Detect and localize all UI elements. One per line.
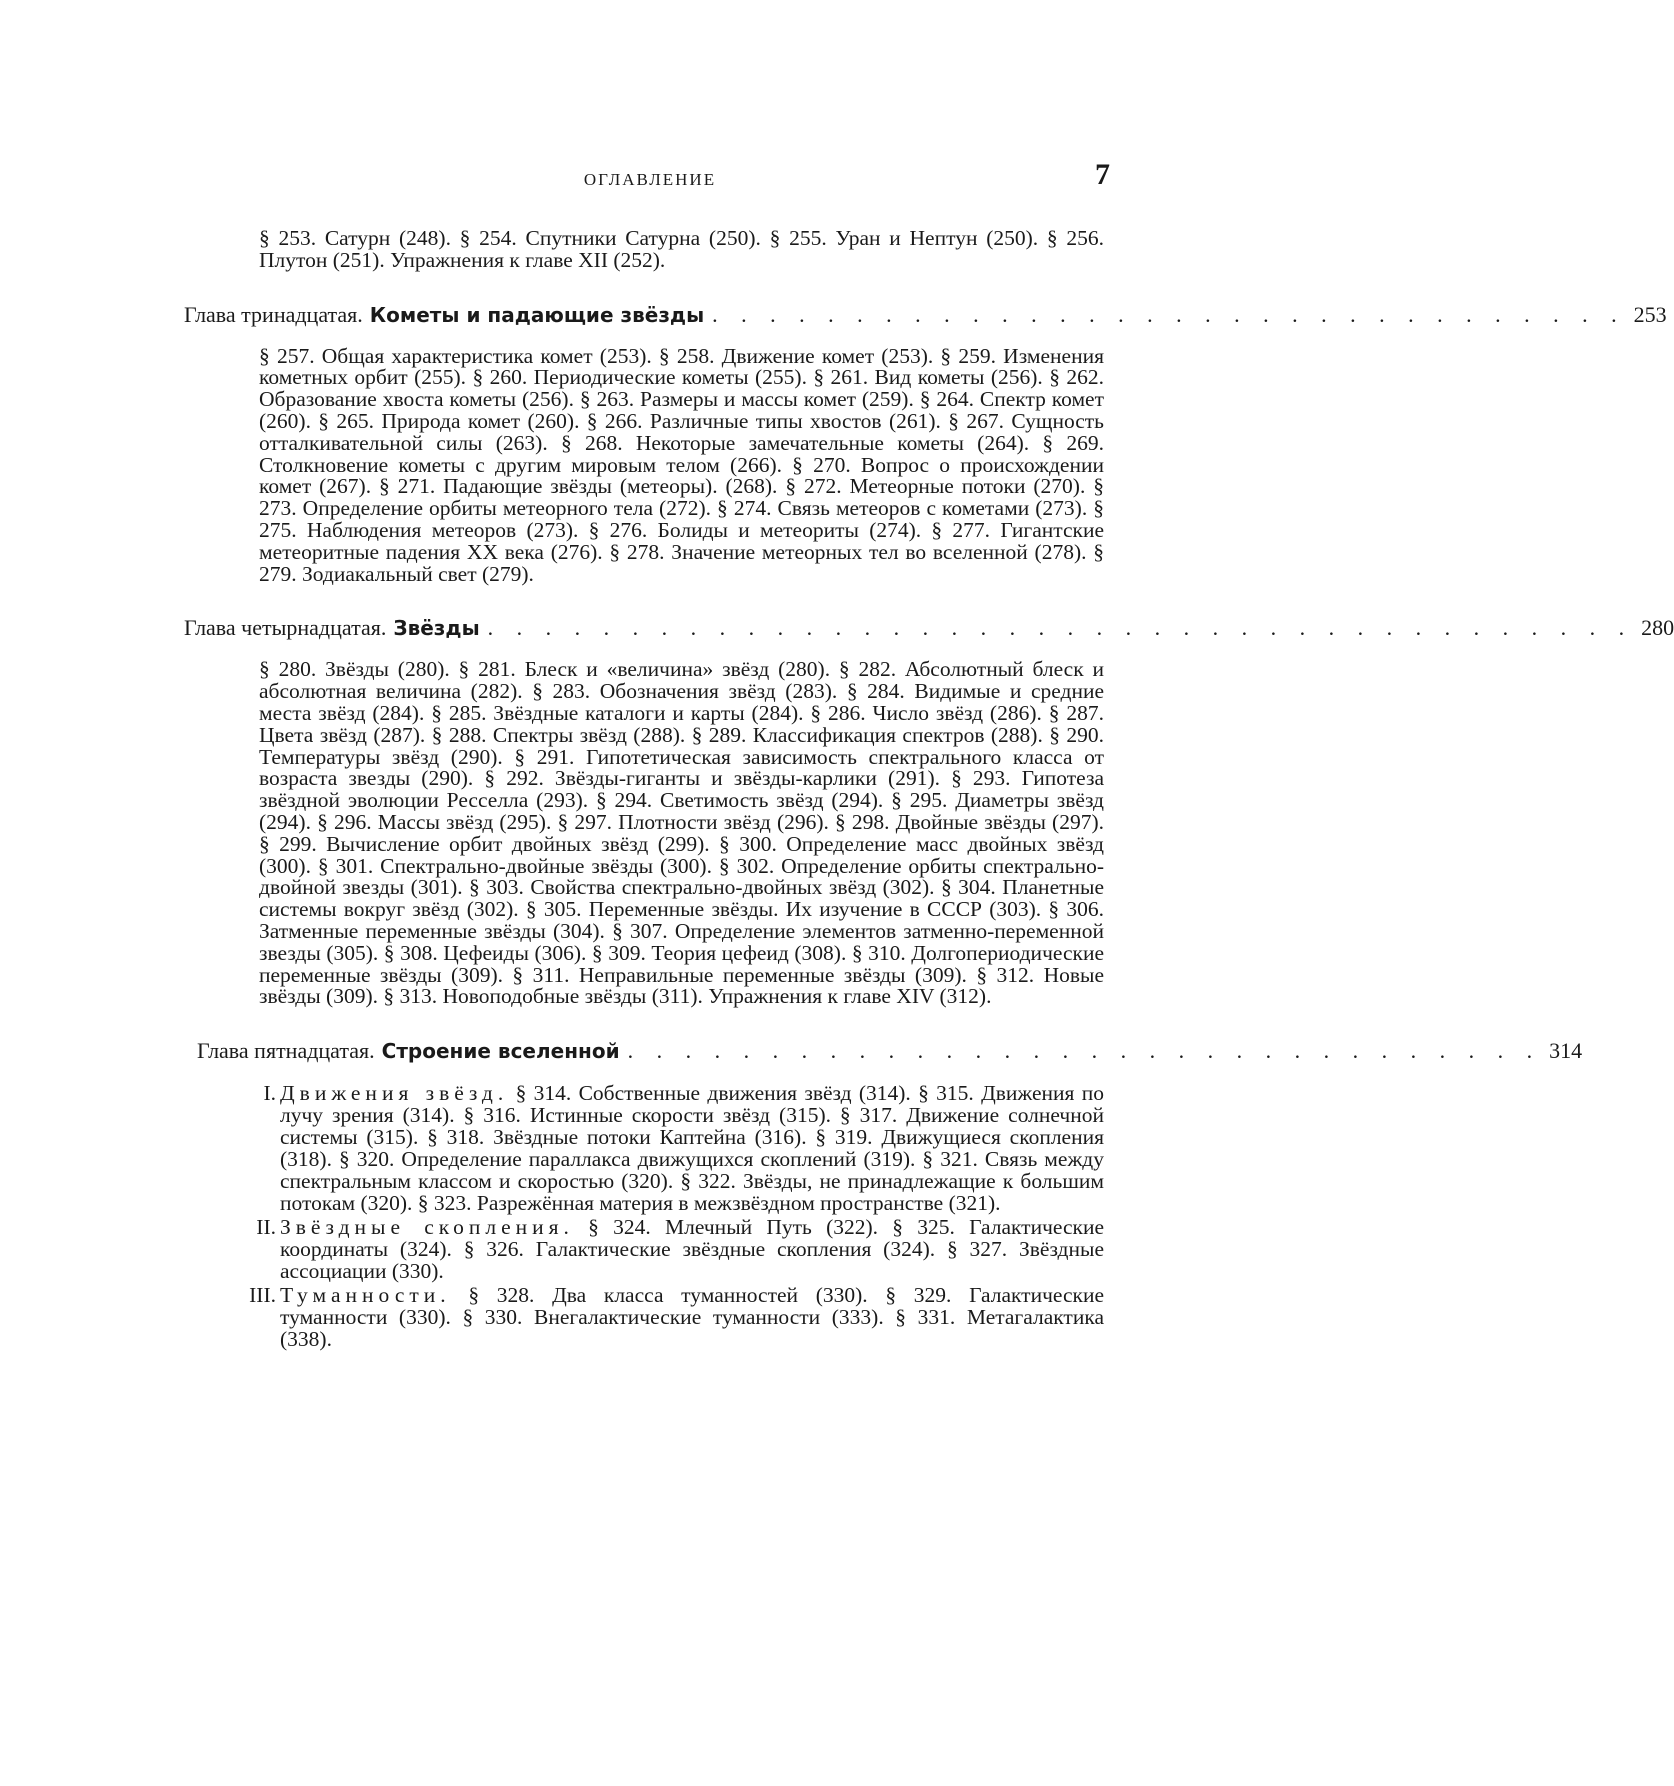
toc-intro-paragraph: § 253. Сатурн (248). § 254. Спутники Сатурна (250). § 255. Уран и Нептун (250). § 256. Плутон (251). Упражнения к главе XII (252).: [259, 226, 1104, 272]
chapter-title: Кометы и падающие звёзды: [369, 302, 705, 327]
section-contents: § 328. Два класса туманностей (330). § 329. Галактические туманности (330). § 330. Внегалактические туманности (333). § 331. Метагалактика (338).: [280, 1283, 1105, 1352]
section-item: [248, 1216, 1104, 1282]
chapter-15-contents: [248, 1082, 1104, 1350]
chapter-title: Строение вселенной: [381, 1039, 620, 1064]
toc-body: [184, 226, 1674, 1352]
section-contents: § 324. Млечный Путь (322). § 325. Галактические координаты (324). § 326. Галактические звёздные скопления (324). § 327. Звёздные ассоциации (330).: [280, 1215, 1104, 1284]
section-numeral: II.: [256, 1215, 276, 1240]
chapter-label: Глава пятнадцатая.: [197, 1038, 375, 1064]
chapter-page: 253: [1633, 301, 1667, 327]
chapter-label: Глава четырнадцатая.: [184, 615, 387, 641]
page-header: [190, 158, 1110, 204]
section-text: [280, 1284, 1104, 1350]
leader-dots: . . . . . . . . . . . . . . . . . . . . . . . . . . . . . . . .: [627, 1038, 1542, 1064]
chapter-label: Глава тринадцатая.: [184, 301, 363, 327]
section-text: [280, 1082, 1104, 1214]
section-item: [248, 1284, 1104, 1350]
leader-dots: . . . . . . . . . . . . . . . . . . . . . . . . . . . . . . . .: [712, 301, 1626, 327]
section-heading: Звёздные скопления.: [280, 1215, 574, 1240]
chapter-15-heading: [197, 1038, 1583, 1064]
section-numeral: I.: [263, 1081, 276, 1106]
page-number: 7: [1095, 158, 1110, 191]
chapter-14-heading: [184, 615, 1674, 641]
chapter-13-heading: [184, 301, 1667, 328]
running-title: ОГЛАВЛЕНИЕ: [583, 170, 717, 189]
chapter-13-contents: § 257. Общая характеристика комет (253). § 258. Движение комет (253). § 259. Изменения кометных орбит (255). § 260. Периодические кометы (255). § 261. Вид кометы (256). § 262. Образование хвоста кометы (256). § 263. Размеры и массы комет (259). § 264. Спектр комет (260). § 265. Природа комет (260). § 266. Различные типы хвостов (261). § 267. Сущность отталкивательной силы (263). § 268. Некоторые замечательные кометы (264). § 269. Столкновение кометы с другим мировым телом (266). § 270. Вопрос о происхождении комет (267). § 271. Падающие звёзды (метеоры). (268). § 272. Метеорные потоки (270). § 273. Определение орбиты метеорного тела (272). § 274. Связь метеоров с кометами (273). § 275. Наблюдения метеоров (273). § 276. Болиды и метеориты (274). § 277. Гигантские метеоритные падения XX века (276). § 278. Значение метеорных тел во вселенной (278). § 279. Зодиакальный свет (279).: [259, 343, 1104, 586]
leader-dots: . . . . . . . . . . . . . . . . . . . . . . . . . . . . . . . . . . . . . . . .: [487, 615, 1634, 641]
section-numeral: III.: [249, 1283, 276, 1308]
chapter-page: 314: [1549, 1038, 1583, 1064]
section-item: [248, 1082, 1104, 1214]
chapter-14-contents: § 280. Звёзды (280). § 281. Блеск и «величина» звёзд (280). § 282. Абсолютный блеск и абсолютная величина (282). § 283. Обозначения звёзд (283). § 284. Видимые и средние места звёзд (284). § 285. Звёздные каталоги и карты (284). § 286. Число звёзд (286). § 287. Цвета звёзд (287). § 288. Спектры звёзд (288). § 289. Классификация спектров (288). § 290. Температуры звёзд (290). § 291. Гипотетическая зависимость спектрального класса от возраста звезды (290). § 292. Звёзды-гиганты и звёзды-карлики (291). § 293. Гипотеза звёздной эволюции Ресселла (293). § 294. Светимость звёзд (294). § 295. Диаметры звёзд (294). § 296. Массы звёзд (295). § 297. Плотности звёзд (296). § 298. Двойные звёзды (297). § 299. Вычисление орбит двойных звёзд (299). § 300. Определение масс двойных звёзд (300). § 301. Спектрально-двойные звёзды (300). § 302. Определение орбиты спектрально-двойной звезды (301). § 303. Свойства спектрально-двойных звёзд (302). § 304. Планетные системы вокруг звёзд (302). § 305. Переменные звёзды. Их изучение в СССР (303). § 306. Затменные переменные звёзды (304). § 307. Определение элементов затменно-переменной звезды (305). § 308. Цефеиды (306). § 309. Теория цефеид (308). § 310. Долгопериодические переменные звёзды (309). § 311. Неправильные переменные звёзды (309). § 312. Новые звёзды (309). § 313. Новоподобные звёзды (311). Упражнения к главе XIV (312).: [259, 657, 1104, 1009]
chapter-title: Звёзды: [393, 616, 480, 641]
section-contents: § 314. Собственные движения звёзд (314). § 315. Движения по лучу зрения (314). § 316. Истинные скорости звёзд (315). § 317. Движение солнечной системы (315). § 318. Звёздные потоки Каптейна (316). § 319. Движущиеся скопления (318). § 320. Определение параллакса движущихся скоплений (319). § 321. Связь между спектральным классом и скоростью (320). § 322. Звёзды, не принадлежащие к большим потокам (320). § 323. Разрежённая материя в межзвёздном пространстве (321).: [280, 1081, 1105, 1216]
section-text: [280, 1216, 1104, 1282]
chapter-page: 280: [1641, 615, 1674, 641]
section-heading: Туманности.: [280, 1283, 451, 1308]
section-heading: Движения звёзд.: [280, 1081, 509, 1106]
